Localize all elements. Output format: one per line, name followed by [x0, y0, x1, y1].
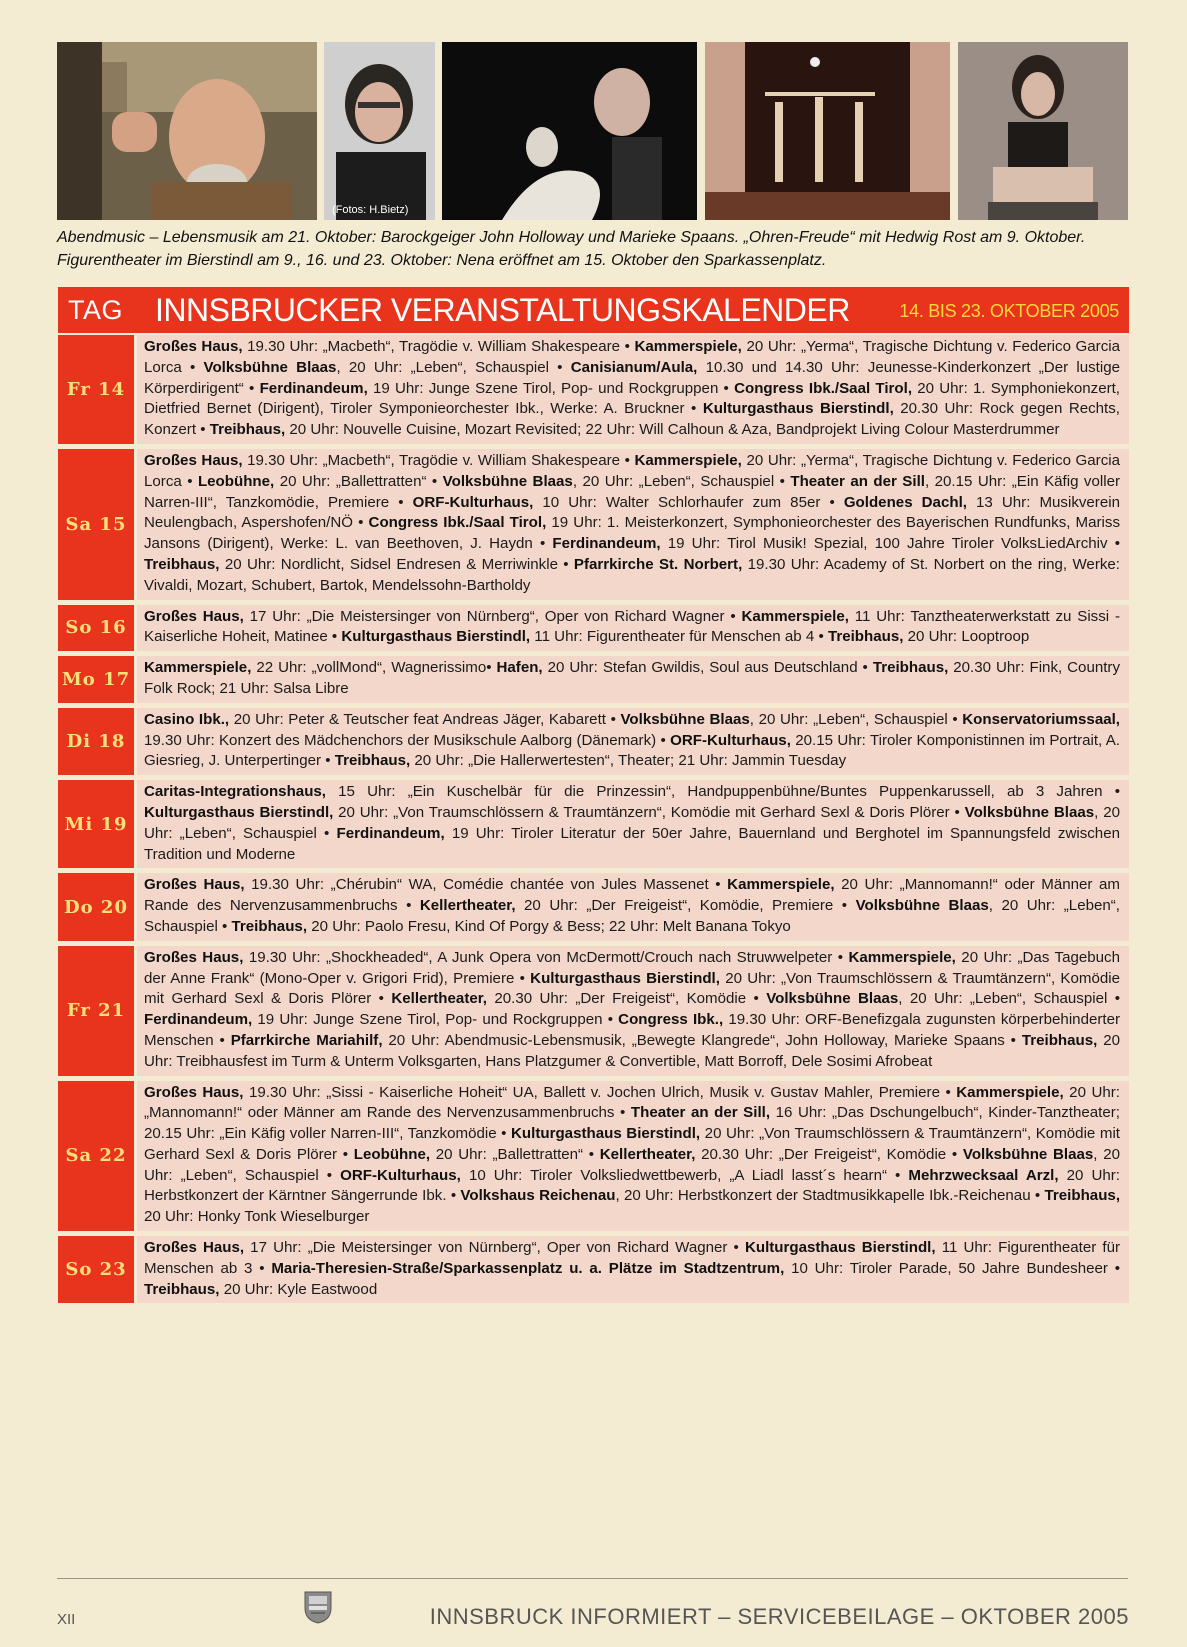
day-label: Fr 21 — [58, 946, 134, 1076]
photo-john-holloway — [57, 42, 317, 220]
event-details: 20.15 Uhr: Tiroler Komponistinnen im Portrait, A. Giesrieg, J. Unterpertinger • — [144, 731, 1120, 770]
venue-name: Casino Ibk., — [144, 710, 230, 728]
event-details: 10.30 und 14.30 Uhr: Jeunesse-Kinderkonzert „Der lustige Körperdirigent“ • — [144, 358, 1120, 397]
event-details: 17 Uhr: „Die Meistersinger von Nürnberg“, Oper von Richard Wagner • — [243, 607, 742, 625]
event-details: 11 Uhr: Figurentheater für Menschen ab 3 • — [144, 1239, 1120, 1277]
event-details: 20 Uhr: „Yerma“, Tragische Dichtung v. Federico Garcia Lorca • — [144, 451, 1121, 490]
venue-name: Treibhaus, — [144, 555, 220, 573]
event-details: 11 Uhr: Tanztheaterwerkstatt zu Sissi - Kaiserliche Hoheit, Matinee • — [144, 607, 1121, 646]
venue-name: Kulturgasthaus Bierstindl, — [144, 803, 334, 821]
event-details: , 20 Uhr: „Leben“, Schauspiel • — [336, 358, 571, 376]
venue-name: Großes Haus, — [144, 1083, 244, 1101]
venue-name: ORF-Kulturhaus, — [670, 731, 791, 749]
day-events — [137, 656, 1129, 703]
venue-name: Volksbühne Blaas — [962, 1145, 1094, 1163]
calendar-row — [58, 1236, 1129, 1303]
event-details: 19.30 Uhr: „Shockheaded“, A Junk Opera von McDermott/Crouch nach Struwwelpeter • — [243, 948, 849, 966]
event-details: 20 Uhr: Stefan Gwildis, Soul aus Deutschland • — [542, 659, 873, 677]
venue-name: Kulturgasthaus Bierstindl, — [744, 1239, 936, 1257]
venue-name: Konservatoriumssaal, — [962, 710, 1120, 728]
venue-name: Kammerspiele, — [848, 948, 956, 966]
venue-name: Kammerspiele, — [144, 659, 252, 677]
calendar-row — [58, 605, 1129, 652]
day-events — [137, 708, 1129, 775]
event-details: 20 Uhr: „Von Traumschlössern & Traumtänzern“, Komödie mit Gerhard Sexl & Doris Plörer • — [333, 803, 965, 821]
event-details: 19.30 Uhr: ORF-Benefizgala zugunsten körperbehinderter Menschen • — [144, 1011, 1120, 1049]
day-events — [137, 873, 1129, 940]
event-details: 22 Uhr: „vollMond“, Wagnerissimo• — [251, 659, 497, 677]
calendar-row — [58, 449, 1129, 600]
venue-name: Kellertheater, — [391, 990, 487, 1008]
event-details: 20 Uhr: „Die Hallerwertesten“, Theater; 21 Uhr: Jammin Tuesday — [410, 752, 847, 770]
event-details: 19.30 Uhr: Konzert des Mädchenchors der Musikschule Aalborg (Dänemark) • — [144, 731, 671, 749]
event-details: 20.30 Uhr: Rock gegen Rechts, Konzert • — [144, 400, 1120, 439]
event-details: 20 Uhr: „Von Traumschlössern & Traumtänzern“, Komödie mit Gerhard Sexl & Doris Plörer • — [144, 969, 1120, 1008]
event-details: 20 Uhr: Nouvelle Cuisine, Mozart Revisited; 22 Uhr: Will Calhoun & Aza, Bandprojekt Living Colour Masterdrummer — [285, 421, 1060, 439]
day-events — [137, 449, 1129, 600]
photo-strip — [57, 42, 1128, 220]
event-details: 20 Uhr: Looptroop — [903, 628, 1030, 646]
calendar-row — [58, 1081, 1129, 1232]
event-details: 20 Uhr: Honky Tonk Wieselburger — [144, 1208, 370, 1226]
event-details: 19 Uhr: Tiroler Literatur der 50er Jahre, Bauernland und Berghotel im Spannungsfeld zwischen Tradition und Moderne — [144, 824, 1120, 863]
event-details: 20 Uhr: Kyle Eastwood — [219, 1280, 378, 1298]
photo-figurentheater — [442, 42, 697, 220]
event-details: 20 Uhr: „Von Traumschlössern & Traumtänzern“, Komödie mit Gerhard Sexl & Doris Plörer • — [144, 1125, 1120, 1163]
event-details: 19.30 Uhr: Academy of St. Norbert on the ring, Werke: Vivaldi, Mozart, Schubert, Bartok, Mendelssohn-Bartholdy — [144, 555, 1120, 594]
venue-name: Mehrzwecksaal Arzl, — [908, 1166, 1059, 1184]
day-label: So 23 — [58, 1236, 134, 1303]
venue-name: Pfarrkirche Mariahilf, — [230, 1031, 383, 1049]
calendar-row — [58, 335, 1129, 444]
date-range: 14. BIS 23. OKTOBER 2005 — [899, 301, 1119, 321]
day-events — [137, 605, 1129, 652]
venue-name: Congress Ibk./Saal Tirol, — [734, 379, 913, 397]
venue-name: Pfarrkirche St. Norbert, — [573, 555, 743, 573]
venue-name: Großes Haus, — [144, 1239, 245, 1257]
event-details: 20.30 Uhr: Fink, Country Folk Rock; 21 Uhr: Salsa Libre — [144, 659, 1121, 697]
day-label: Di 18 — [58, 708, 134, 775]
calendar-row — [58, 780, 1129, 868]
venue-name: Großes Haus, — [144, 451, 243, 469]
venue-name: Canisianum/Aula, — [570, 358, 698, 376]
venue-name: Theater an der Sill — [790, 472, 925, 490]
venue-name: Großes Haus, — [144, 607, 244, 625]
event-details: 17 Uhr: „Die Meistersinger von Nürnberg“, Oper von Richard Wagner • — [244, 1239, 745, 1257]
photo-nena — [958, 42, 1128, 220]
event-details: , 20 Uhr: „Leben“, Schauspiel • — [144, 897, 1120, 935]
event-details: 20 Uhr: Peter & Teutscher feat Andreas Jäger, Kabarett • — [229, 710, 621, 728]
venue-name: Goldenes Dachl, — [843, 493, 967, 511]
day-label: Fr 14 — [58, 335, 134, 444]
event-details: 20 Uhr: Paolo Fresu, Kind Of Porgy & Bess; 22 Uhr: Melt Banana Tokyo — [307, 917, 791, 935]
calendar-rows — [58, 335, 1129, 1308]
day-label: Sa 22 — [58, 1081, 134, 1232]
day-label: So 16 — [58, 605, 134, 652]
venue-name: Großes Haus, — [144, 338, 243, 355]
event-details: 20.30 Uhr: „Der Freigeist“, Komödie • — [486, 990, 767, 1008]
venue-name: Treibhaus, — [231, 917, 308, 935]
event-details: 11 Uhr: Figurentheater für Menschen ab 4 • — [530, 628, 828, 646]
event-details: 20 Uhr: „Das Tagebuch der Anne Frank“ (Mono-Oper v. Grigori Frid), Premiere • — [144, 948, 1120, 987]
event-details: 20 Uhr: „Mannomann!“ oder Männer am Rande des Nervenzusammenbruchs • — [144, 876, 1121, 915]
venue-name: Kellertheater, — [419, 897, 516, 915]
venue-name: Hafen, — [496, 659, 543, 677]
venue-name: Kammerspiele, — [727, 876, 835, 894]
event-details: 19.30 Uhr: „Sissi - Kaiserliche Hoheit“ UA, Ballett v. Jochen Ulrich, Musik v. Gustav Mahler, Premiere • — [243, 1083, 957, 1101]
day-label: Mi 19 — [58, 780, 134, 868]
calendar-row — [58, 708, 1129, 775]
venue-name: Volksbühne Blaas — [442, 472, 573, 490]
page-number: XII — [57, 1611, 76, 1628]
venue-name: Treibhaus, — [827, 628, 904, 646]
venue-name: Caritas-Integrationshaus, — [144, 783, 327, 801]
venue-name: Theater an der Sill, — [630, 1104, 771, 1122]
venue-name: Ferdinandeum, — [552, 535, 661, 553]
venue-name: Kulturgasthaus Bierstindl, — [511, 1125, 701, 1143]
calendar-title: INNSBRUCKER VERANSTALTUNGSKALENDER — [155, 292, 850, 328]
venue-name: ORF-Kulturhaus, — [412, 493, 534, 511]
venue-name: Volksbühne Blaas — [766, 990, 899, 1008]
event-details: 19.30 Uhr: „Macbeth“, Tragödie v. William Shakespeare • — [242, 451, 635, 469]
event-details: , 20 Uhr: „Leben“, Schauspiel • — [898, 990, 1120, 1008]
venue-name: Treibhaus, — [1021, 1031, 1098, 1049]
event-details: , 20 Uhr: „Leben“, Schauspiel • — [749, 710, 963, 728]
venue-name: Ferdinandeum, — [259, 379, 368, 397]
day-events — [137, 780, 1129, 868]
event-details: , 20.15 Uhr: „Ein Käfig voller Narren-III“, Tanzkomödie, Premiere • — [144, 472, 1120, 511]
venue-name: Volksbühne Blaas — [855, 897, 989, 915]
event-details: , 20 Uhr: Herbstkonzert der Stadtmusikkapelle Ibk.-Reichenau • — [615, 1187, 1045, 1205]
event-details: 19 Uhr: Tirol Musik! Spezial, 100 Jahre Tiroler VolksLiedArchiv • — [660, 535, 1120, 553]
day-events — [137, 1236, 1129, 1303]
event-details: 19.30 Uhr: „Chérubin“ WA, Comédie chantée von Jules Massenet • — [244, 876, 728, 894]
venue-name: Großes Haus, — [144, 876, 245, 894]
event-details: , 20 Uhr: „Leben“, Schauspiel • — [144, 1145, 1120, 1184]
footer-title: INNSBRUCK INFORMIERT – SERVICEBEILAGE – OKTOBER 2005 — [429, 1604, 1129, 1629]
city-crest-icon — [303, 1590, 333, 1624]
venue-name: Leobühne, — [197, 472, 275, 490]
venue-name: Treibhaus, — [1044, 1187, 1121, 1205]
day-column-header: TAG — [68, 295, 123, 325]
calendar-row — [58, 946, 1129, 1076]
calendar-row — [58, 873, 1129, 940]
venue-name: Großes Haus, — [144, 948, 244, 966]
venue-name: Ferdinandeum, — [336, 824, 445, 842]
event-details: 20 Uhr: Abendmusic-Lebensmusik, „Bewegte Klangrede“, John Holloway, Marieke Spaans • — [382, 1031, 1022, 1049]
event-details: 20 Uhr: „Der Freigeist“, Komödie, Premiere • — [515, 897, 856, 915]
event-details: 20 Uhr: Nordlicht, Sidsel Endresen & Merriwinkle • — [219, 555, 574, 573]
event-details: 16 Uhr: „Das Dschungelbuch“, Kinder-Tanztheater; 20.15 Uhr: „Ein Käfig voller Narren-III“, Tanzkomödie • — [144, 1104, 1120, 1143]
footer-divider — [57, 1578, 1128, 1579]
venue-name: Kulturgasthaus Bierstindl, — [530, 969, 720, 987]
event-details: 20.30 Uhr: „Der Freigeist“, Komödie • — [695, 1145, 963, 1163]
photo-credit: (Fotos: H.Bietz) — [332, 204, 409, 216]
venue-name: Kulturgasthaus Bierstindl, — [702, 400, 894, 418]
event-details: 19.30 Uhr: „Macbeth“, Tragödie v. William Shakespeare • — [242, 338, 635, 355]
venue-name: Treibhaus, — [209, 421, 286, 439]
venue-name: Congress Ibk., — [618, 1011, 724, 1029]
venue-name: Kammerspiele, — [634, 451, 742, 469]
venue-name: Kammerspiele, — [634, 338, 742, 355]
event-details: 19 Uhr: Junge Szene Tirol, Pop- und Rockgruppen • — [252, 1011, 619, 1029]
venue-name: Kellertheater, — [599, 1145, 696, 1163]
venue-name: Treibhaus, — [334, 752, 411, 770]
venue-name: Leobühne, — [353, 1145, 431, 1163]
event-details: 10 Uhr: Walter Schlorhaufer zum 85er • — [533, 493, 844, 511]
venue-name: Ferdinandeum, — [144, 1011, 253, 1029]
event-details: 10 Uhr: Tiroler Parade, 50 Jahre Bundesheer • — [784, 1259, 1120, 1277]
photo-marieke-spaans — [324, 42, 435, 220]
event-details: 20 Uhr: 1. Symphoniekonzert, Dietfried Bernet (Dirigent), Tiroler Symponieorchester Ibk., Werke: A. Bruckner • — [144, 379, 1121, 418]
venue-name: Volksbühne Blaas — [203, 358, 337, 376]
venue-name: Volksbühne Blaas — [964, 803, 1095, 821]
venue-name: ORF-Kulturhaus, — [340, 1166, 461, 1184]
venue-name: Volksbühne Blaas — [620, 710, 750, 728]
event-details: 20 Uhr: Treibhausfest im Turm & Unterm Volksgarten, Hans Platzgumer & Convertible, Matt Borroff, Dele Sosimi Afrobeat — [144, 1031, 1121, 1070]
venue-name: Kammerspiele, — [956, 1083, 1064, 1101]
event-details: 13 Uhr: Musikverein Neulengbach, Aspershofen/NÖ • — [144, 493, 1120, 532]
photo-caption: Abendmusic – Lebensmusik am 21. Oktober: Barockgeiger John Holloway und Marieke Spaans. „Ohren-Freude“ mit Hedwig Rost am 9. Oktober. Figurentheater im Bierstindl am 9., 16. und 23. Oktober: Nena eröffnet am 15. Oktober den Sparkassenplatz. — [57, 229, 1086, 269]
event-details: 20 Uhr: „Ballettratten“ • — [430, 1145, 600, 1163]
photo-stage-dance — [705, 42, 950, 220]
day-label: Do 20 — [58, 873, 134, 940]
venue-name: Treibhaus, — [872, 659, 949, 677]
venue-name: Kammerspiele, — [741, 607, 849, 625]
event-details: 15 Uhr: „Ein Kuschelbär für die Prinzessin“, Handpuppenbühne/Buntes Puppenkarussell, ab 3 Jahren • — [326, 783, 1120, 801]
venue-name: Kulturgasthaus Bierstindl, — [341, 628, 531, 646]
day-label: Sa 15 — [58, 449, 134, 600]
event-details: , 20 Uhr: „Leben“, Schauspiel • — [144, 803, 1120, 842]
calendar-row — [58, 656, 1129, 703]
event-details: 19 Uhr: Junge Szene Tirol, Pop- und Rockgruppen • — [367, 379, 735, 397]
venue-name: Congress Ibk./Saal Tirol, — [368, 514, 547, 532]
event-details: 10 Uhr: Tiroler Volksliedwettbewerb, „A Liadl lasst´s hearn“ • — [460, 1166, 909, 1184]
event-details: , 20 Uhr: „Leben“, Schauspiel • — [572, 472, 791, 490]
event-details: 20 Uhr: Herbstkonzert der Kärntner Sängerrunde Ibk. • — [144, 1166, 1120, 1205]
event-details: 20 Uhr: „Ballettratten“ • — [274, 472, 443, 490]
event-details: 19 Uhr: 1. Meisterkonzert, Symphonieorchester des Bayerischen Rundfunks, Mariss Jansons (Dirigent), Werke: L. van Beethoven, J. Haydn • — [144, 514, 1120, 553]
day-events — [137, 946, 1129, 1076]
event-details: 20 Uhr: „Mannomann!“ oder Männer am Rande des Nervenzusammenbruchs • — [144, 1083, 1120, 1122]
event-details: 20 Uhr: „Yerma“, Tragische Dichtung v. Federico Garcia Lorca • — [144, 338, 1121, 376]
venue-name: Maria-Theresien-Straße/Sparkassenplatz u. a. Plätze im Stadtzentrum, — [271, 1259, 785, 1277]
venue-name: Volkshaus Reichenau — [460, 1187, 616, 1205]
day-label: Mo 17 — [58, 656, 134, 703]
day-events — [137, 1081, 1129, 1232]
calendar-header — [58, 287, 1129, 333]
venue-name: Treibhaus, — [144, 1280, 220, 1298]
day-events — [137, 335, 1129, 444]
